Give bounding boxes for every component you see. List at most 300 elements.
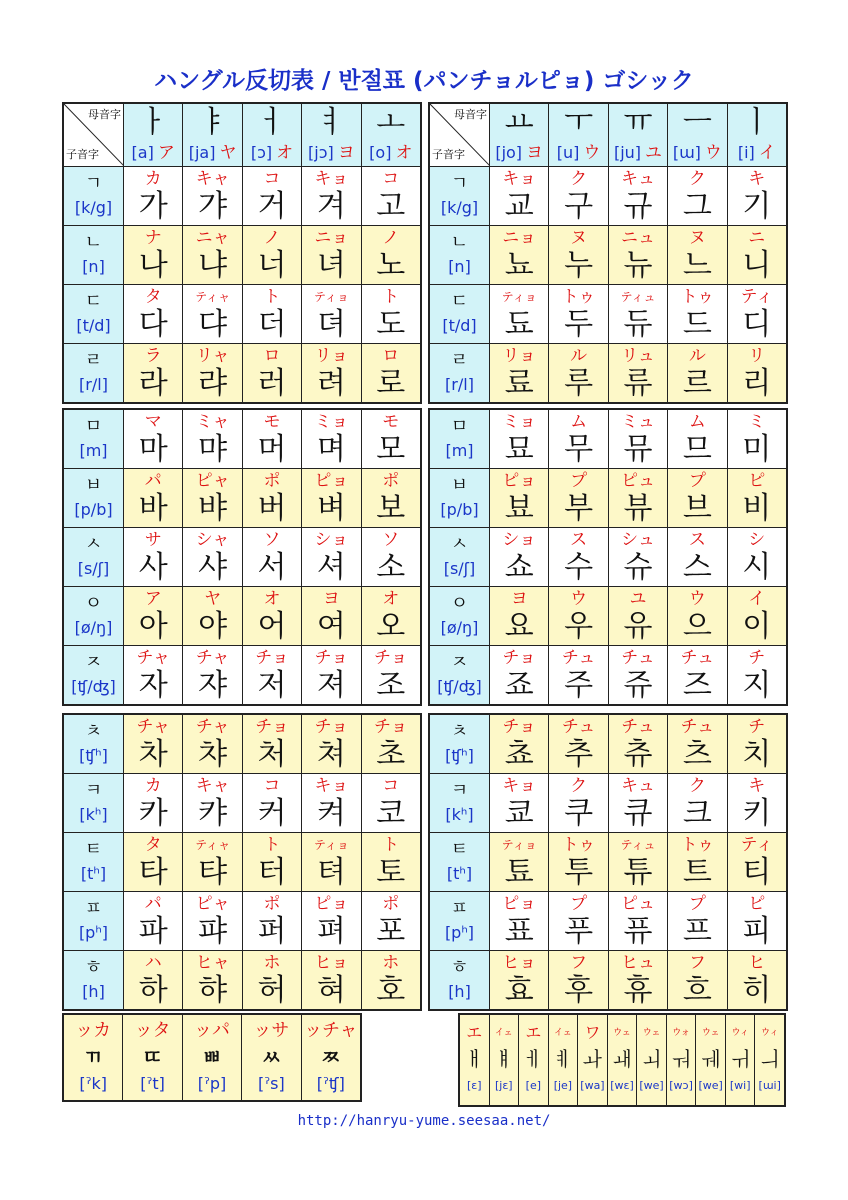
- compound-kana: ウェ: [701, 1028, 720, 1038]
- syllable-cell: [183, 715, 241, 773]
- syllable-hangul: 티: [742, 855, 772, 890]
- syllable-cell: [549, 833, 607, 891]
- syllable-kana: チ: [748, 648, 766, 668]
- tense-kana: ッカ: [75, 1019, 112, 1041]
- syllable-kana: マ: [144, 412, 162, 432]
- syllable-cell: [243, 344, 301, 402]
- tense-jamo: ㄲ: [83, 1044, 103, 1069]
- syllable-kana: ル: [570, 346, 588, 366]
- syllable-cell: [124, 892, 182, 950]
- syllable-cell: [302, 167, 360, 225]
- vowel-header-cell: [302, 104, 360, 166]
- syllable-hangul: 먀: [198, 432, 228, 467]
- compound-ipa: [wi]: [729, 1079, 751, 1092]
- consonant-header-cell: [64, 587, 123, 645]
- syllable-cell: [183, 774, 241, 832]
- syllable-kana: ピャ: [195, 894, 230, 914]
- consonant-header-cell: [430, 226, 489, 284]
- vowel-ipa: [ju]: [613, 143, 642, 162]
- syllable-kana: カ: [144, 776, 162, 796]
- syllable-cell: [243, 469, 301, 527]
- syllable-hangul: 져: [316, 668, 346, 703]
- tense-ipa: [ˀp]: [197, 1073, 227, 1093]
- syllable-hangul: 슈: [623, 550, 653, 585]
- syllable-cell: [243, 226, 301, 284]
- syllable-cell: [124, 715, 182, 773]
- syllable-hangul: 구: [564, 189, 594, 224]
- syllable-kana: ヨ: [510, 589, 528, 609]
- syllable-hangul: 표: [504, 914, 534, 949]
- syllable-kana: ミュ: [621, 412, 655, 432]
- syllable-cell: [549, 410, 607, 468]
- syllable-kana: パ: [144, 471, 162, 491]
- syllable-kana: ト: [382, 835, 400, 855]
- syllable-hangul: 이: [742, 609, 772, 644]
- syllable-cell: [362, 285, 420, 343]
- vowel-kana: ヨ: [337, 143, 355, 163]
- syllable-cell: [362, 715, 420, 773]
- vowel-jamo: ㅛ: [504, 105, 534, 140]
- compound-jamo: ㅚ: [641, 1047, 662, 1071]
- syllable-hangul: 투: [564, 855, 594, 890]
- syllable-cell: [668, 167, 726, 225]
- syllable-cell: [668, 715, 726, 773]
- compound-ipa: [je]: [553, 1079, 573, 1092]
- table-left-block-1: [62, 102, 422, 404]
- page-title: ハングル反切表 / 반절표 (パンチョルピョ) ゴシック: [154, 68, 694, 94]
- syllable-kana: チュ: [561, 648, 596, 668]
- vowel-header-cell: [728, 104, 786, 166]
- syllable-kana: リョ: [314, 346, 349, 366]
- vowel-jamo: ㅣ: [742, 105, 772, 140]
- syllable-kana: チャ: [136, 648, 170, 668]
- table-right-block-1: [428, 102, 788, 404]
- syllable-hangul: 교: [504, 189, 534, 224]
- syllable-hangul: 오: [376, 609, 406, 644]
- syllable-kana: チョ: [374, 648, 408, 668]
- tense-kana: ッサ: [253, 1019, 290, 1041]
- syllable-hangul: 나: [138, 248, 168, 283]
- syllable-hangul: 려: [316, 366, 346, 401]
- consonant-header-cell: [430, 646, 489, 704]
- syllable-hangul: 휴: [623, 973, 653, 1008]
- compound-kana: ウォ: [672, 1028, 690, 1038]
- syllable-hangul: 스: [682, 550, 712, 585]
- syllable-cell: [728, 285, 786, 343]
- tense-jamo: ㄸ: [142, 1044, 163, 1069]
- compound-vowel-cell: [755, 1015, 784, 1105]
- syllable-hangul: 머: [257, 432, 287, 467]
- syllable-cell: [549, 892, 607, 950]
- syllable-hangul: 러: [257, 366, 287, 401]
- syllable-kana: ポ: [382, 894, 400, 914]
- consonant-ipa: [n]: [82, 257, 105, 276]
- site-url[interactable]: http://hanryu-yume.seesaa.net/: [297, 1113, 551, 1129]
- syllable-hangul: 지: [742, 668, 772, 703]
- syllable-hangul: 펴: [316, 914, 346, 949]
- syllable-cell: [490, 715, 548, 773]
- consonant-ipa: [h]: [448, 982, 471, 1001]
- syllable-hangul: 탸: [198, 855, 228, 890]
- syllable-hangul: 료: [504, 366, 534, 401]
- compound-kana: ウェ: [613, 1028, 631, 1038]
- compound-kana: エ: [525, 1023, 542, 1042]
- vowel-jamo: ㅡ: [682, 105, 712, 140]
- syllable-hangul: 됴: [504, 307, 534, 342]
- syllable-cell: [183, 587, 241, 645]
- consonant-jamo: ㅊ: [450, 721, 469, 742]
- syllable-cell: [183, 285, 241, 343]
- consonant-ipa: [pʰ]: [444, 923, 475, 942]
- syllable-kana: フ: [688, 953, 706, 973]
- syllable-hangul: 아: [138, 609, 168, 644]
- syllable-cell: [362, 833, 420, 891]
- syllable-kana: キュ: [620, 169, 655, 189]
- syllable-kana: ト: [263, 287, 281, 307]
- vowel-pronunciation: [308, 141, 355, 165]
- syllable-hangul: 텨: [316, 855, 346, 890]
- syllable-kana: ナ: [144, 228, 162, 248]
- syllable-kana: ピョ: [502, 894, 537, 914]
- syllable-cell: [728, 715, 786, 773]
- syllable-cell: [183, 469, 241, 527]
- syllable-hangul: 쟈: [198, 668, 228, 703]
- syllable-cell: [490, 410, 548, 468]
- vowel-jamo: ㅠ: [623, 105, 653, 140]
- syllable-cell: [124, 528, 182, 586]
- consonant-ipa: [m]: [79, 441, 108, 460]
- syllable-cell: [302, 715, 360, 773]
- syllable-hangul: 효: [504, 973, 534, 1008]
- syllable-cell: [362, 892, 420, 950]
- vowel-ipa: [ja]: [188, 143, 216, 162]
- syllable-kana: ル: [688, 346, 706, 366]
- syllable-hangul: 초: [376, 737, 406, 772]
- syllable-hangul: 부: [564, 491, 594, 526]
- syllable-cell: [609, 951, 667, 1009]
- syllable-cell: [668, 469, 726, 527]
- syllable-hangul: 쿠: [564, 796, 594, 831]
- syllable-hangul: 야: [198, 609, 228, 644]
- consonant-header-cell: [64, 951, 123, 1009]
- consonant-header-cell: [430, 528, 489, 586]
- syllable-cell: [124, 774, 182, 832]
- syllable-cell: [302, 646, 360, 704]
- syllable-kana: ニャ: [195, 228, 230, 248]
- syllable-hangul: 므: [682, 432, 712, 467]
- vowel-header-cell: [362, 104, 420, 166]
- consonant-ipa: [kʰ]: [79, 805, 108, 824]
- vowel-header-cell: [124, 104, 182, 166]
- syllable-kana: ポ: [263, 471, 281, 491]
- syllable-hangul: 토: [376, 855, 406, 890]
- syllable-kana: モ: [263, 412, 281, 432]
- syllable-kana: オ: [263, 589, 281, 609]
- syllable-kana: キュ: [620, 776, 655, 796]
- syllable-kana: ティョ: [313, 290, 349, 304]
- tense-jamo: ㅉ: [321, 1044, 341, 1069]
- consonant-header-cell: [430, 469, 489, 527]
- syllable-kana: ウ: [688, 589, 706, 609]
- syllable-hangul: 뇨: [504, 248, 534, 283]
- vowel-jamo: ㅓ: [257, 105, 287, 140]
- vowel-pronunciation: [189, 141, 237, 165]
- syllable-cell: [302, 528, 360, 586]
- vowel-header-cell: [609, 104, 667, 166]
- syllable-hangul: 뎌: [316, 307, 346, 342]
- syllable-cell: [124, 410, 182, 468]
- syllable-hangul: 흐: [682, 973, 712, 1008]
- syllable-hangul: 츄: [623, 737, 653, 772]
- syllable-cell: [124, 951, 182, 1009]
- syllable-kana: ピョ: [314, 894, 349, 914]
- syllable-kana: リュ: [621, 346, 655, 366]
- syllable-kana: ク: [570, 169, 588, 189]
- compound-kana: イェ: [554, 1028, 572, 1038]
- vowel-ipa: [ɔ]: [250, 143, 273, 162]
- syllable-cell: [183, 951, 241, 1009]
- consonant-header-cell: [430, 410, 489, 468]
- consonant-header-cell: [430, 833, 489, 891]
- compound-jamo: ㅙ: [612, 1047, 632, 1071]
- syllable-cell: [668, 528, 726, 586]
- compound-ipa: [ɛ]: [467, 1079, 482, 1092]
- consonant-header-cell: [64, 715, 123, 773]
- tense-ipa: [ˀs]: [258, 1073, 285, 1093]
- syllable-cell: [609, 344, 667, 402]
- syllable-hangul: 디: [742, 307, 772, 342]
- syllable-cell: [490, 285, 548, 343]
- syllable-cell: [124, 344, 182, 402]
- tense-ipa: [ˀʧ]: [316, 1073, 345, 1093]
- syllable-cell: [549, 469, 607, 527]
- syllable-hangul: 챠: [198, 737, 228, 772]
- syllable-hangul: 피: [742, 914, 772, 949]
- compound-vowel-table: [458, 1013, 786, 1107]
- syllable-hangul: 호: [376, 973, 406, 1008]
- syllable-kana: ハ: [144, 953, 162, 973]
- syllable-cell: [243, 892, 301, 950]
- syllable-hangul: 르: [682, 366, 712, 401]
- syllable-kana: キョ: [502, 169, 537, 189]
- syllable-hangul: 뱌: [198, 491, 228, 526]
- table-left-block-3: [62, 713, 422, 1011]
- syllable-kana: ヒュ: [620, 953, 655, 973]
- syllable-cell: [728, 833, 786, 891]
- compound-vowel-cell: [608, 1015, 637, 1105]
- consonant-ipa: [ʧ/ʤ]: [71, 677, 116, 696]
- compound-jamo: ㅢ: [760, 1047, 780, 1071]
- consonant-ipa: [n]: [448, 257, 471, 276]
- consonant-header-cell: [430, 892, 489, 950]
- corner-header-cell: [430, 104, 489, 166]
- consonant-ipa: [tʰ]: [80, 864, 107, 883]
- vowel-header-cell: [668, 104, 726, 166]
- vowel-axis-label: 母音字: [88, 108, 121, 121]
- syllable-kana: ティ: [740, 287, 774, 307]
- vowel-pronunciation: [369, 141, 412, 165]
- tense-ipa: [ˀk]: [79, 1073, 108, 1093]
- syllable-hangul: 바: [138, 491, 168, 526]
- consonant-ipa: [k/g]: [74, 198, 113, 217]
- syllable-hangul: 츠: [682, 737, 712, 772]
- syllable-kana: ティョ: [313, 838, 349, 852]
- vowel-kana: ユ: [645, 143, 663, 163]
- consonant-jamo: ㅋ: [450, 780, 469, 801]
- consonant-jamo: ㄴ: [450, 232, 469, 253]
- syllable-kana: ト: [382, 287, 400, 307]
- syllable-hangul: 햐: [198, 973, 228, 1008]
- syllable-cell: [124, 285, 182, 343]
- consonant-jamo: ㅅ: [84, 534, 103, 555]
- syllable-cell: [728, 951, 786, 1009]
- syllable-cell: [490, 587, 548, 645]
- syllable-hangul: 버: [257, 491, 287, 526]
- syllable-kana: タ: [144, 835, 162, 855]
- consonant-ipa: [pʰ]: [78, 923, 109, 942]
- syllable-hangul: 즈: [682, 668, 712, 703]
- syllable-kana: ピュ: [620, 471, 655, 491]
- syllable-cell: [549, 951, 607, 1009]
- syllable-kana: ノ: [382, 228, 400, 248]
- syllable-kana: シュ: [621, 530, 655, 550]
- syllable-cell: [728, 774, 786, 832]
- syllable-hangul: 키: [742, 796, 772, 831]
- syllable-kana: ア: [144, 589, 162, 609]
- syllable-hangul: 보: [376, 491, 406, 526]
- consonant-ipa: [ø/ŋ]: [74, 618, 113, 637]
- syllable-hangul: 허: [257, 973, 287, 1008]
- syllable-hangul: 쳐: [316, 737, 346, 772]
- syllable-cell: [243, 587, 301, 645]
- vowel-jamo: ㅜ: [564, 105, 594, 140]
- syllable-kana: ニョ: [502, 228, 537, 248]
- syllable-cell: [668, 951, 726, 1009]
- syllable-cell: [362, 951, 420, 1009]
- consonant-header-cell: [64, 892, 123, 950]
- syllable-kana: チョ: [255, 648, 289, 668]
- compound-vowel-cell: [696, 1015, 725, 1105]
- tense-consonant-cell: [64, 1015, 122, 1100]
- consonant-ipa: [t/d]: [76, 316, 111, 335]
- syllable-kana: ク: [570, 776, 588, 796]
- syllable-hangul: 누: [564, 248, 594, 283]
- syllable-hangul: 조: [376, 668, 406, 703]
- consonant-jamo: ㅇ: [450, 593, 469, 614]
- syllable-hangul: 저: [257, 668, 287, 703]
- compound-jamo: ㅒ: [494, 1047, 514, 1071]
- syllable-kana: ウ: [570, 589, 588, 609]
- consonant-ipa: [ø/ŋ]: [440, 618, 479, 637]
- syllable-kana: ショ: [314, 530, 349, 550]
- syllable-hangul: 드: [682, 307, 712, 342]
- syllable-cell: [362, 528, 420, 586]
- compound-jamo: ㅞ: [700, 1047, 721, 1071]
- syllable-cell: [183, 167, 241, 225]
- syllable-kana: トゥ: [561, 287, 596, 307]
- syllable-cell: [243, 951, 301, 1009]
- syllable-hangul: 혀: [316, 973, 346, 1008]
- compound-jamo: ㅟ: [730, 1047, 750, 1071]
- syllable-kana: キョ: [314, 169, 349, 189]
- syllable-kana: ヒ: [748, 953, 766, 973]
- syllable-cell: [609, 410, 667, 468]
- syllable-cell: [124, 646, 182, 704]
- compound-jamo: ㅐ: [464, 1047, 484, 1071]
- syllable-cell: [302, 587, 360, 645]
- syllable-kana: ミョ: [314, 412, 349, 432]
- syllable-hangul: 겨: [316, 189, 346, 224]
- consonant-jamo: ㅍ: [450, 898, 469, 919]
- syllable-cell: [668, 587, 726, 645]
- vowel-kana: ア: [157, 143, 175, 163]
- syllable-kana: コ: [382, 776, 400, 796]
- syllable-cell: [609, 892, 667, 950]
- syllable-cell: [549, 167, 607, 225]
- syllable-kana: トゥ: [680, 287, 715, 307]
- syllable-cell: [362, 344, 420, 402]
- consonant-ipa: [k/g]: [440, 198, 479, 217]
- tense-jamo: ㅃ: [202, 1044, 222, 1069]
- compound-kana: ウィ: [760, 1028, 779, 1038]
- syllable-kana: チャ: [195, 717, 230, 737]
- compound-kana: ウィ: [731, 1028, 749, 1038]
- consonant-header-cell: [64, 774, 123, 832]
- syllable-cell: [609, 587, 667, 645]
- syllable-cell: [549, 528, 607, 586]
- vowel-kana: イ: [758, 143, 776, 163]
- compound-kana: エ: [466, 1023, 483, 1042]
- syllable-cell: [609, 646, 667, 704]
- vowel-ipa: [u]: [556, 143, 580, 162]
- vowel-ipa: [jɔ]: [308, 143, 334, 162]
- compound-ipa: [wɛ]: [610, 1079, 634, 1092]
- syllable-kana: ミョ: [502, 412, 537, 432]
- syllable-hangul: 어: [257, 609, 287, 644]
- syllable-hangul: 두: [564, 307, 594, 342]
- syllable-hangul: 파: [138, 914, 168, 949]
- consonant-jamo: ㄷ: [84, 291, 103, 312]
- syllable-hangul: 타: [138, 855, 168, 890]
- syllable-cell: [549, 226, 607, 284]
- syllable-hangul: 랴: [198, 366, 228, 401]
- syllable-cell: [302, 344, 360, 402]
- compound-ipa: [wa]: [580, 1079, 605, 1092]
- consonant-jamo: ㅁ: [84, 416, 103, 437]
- consonant-header-cell: [64, 833, 123, 891]
- syllable-cell: [243, 528, 301, 586]
- syllable-kana: キャ: [195, 776, 230, 796]
- syllable-cell: [183, 892, 241, 950]
- syllable-cell: [728, 646, 786, 704]
- consonant-header-cell: [430, 344, 489, 402]
- syllable-kana: ヨ: [322, 589, 340, 609]
- syllable-hangul: 샤: [198, 550, 228, 585]
- syllable-cell: [609, 226, 667, 284]
- syllable-cell: [183, 528, 241, 586]
- syllable-hangul: 여: [316, 609, 346, 644]
- syllable-kana: ヤ: [204, 589, 222, 609]
- syllable-kana: ホ: [263, 953, 281, 973]
- vowel-ipa: [o]: [369, 143, 392, 162]
- syllable-kana: ス: [570, 530, 588, 550]
- syllable-cell: [668, 410, 726, 468]
- syllable-cell: [302, 892, 360, 950]
- syllable-hangul: 히: [742, 973, 772, 1008]
- consonant-header-cell: [64, 167, 123, 225]
- consonant-ipa: [m]: [445, 441, 474, 460]
- syllable-hangul: 터: [257, 855, 287, 890]
